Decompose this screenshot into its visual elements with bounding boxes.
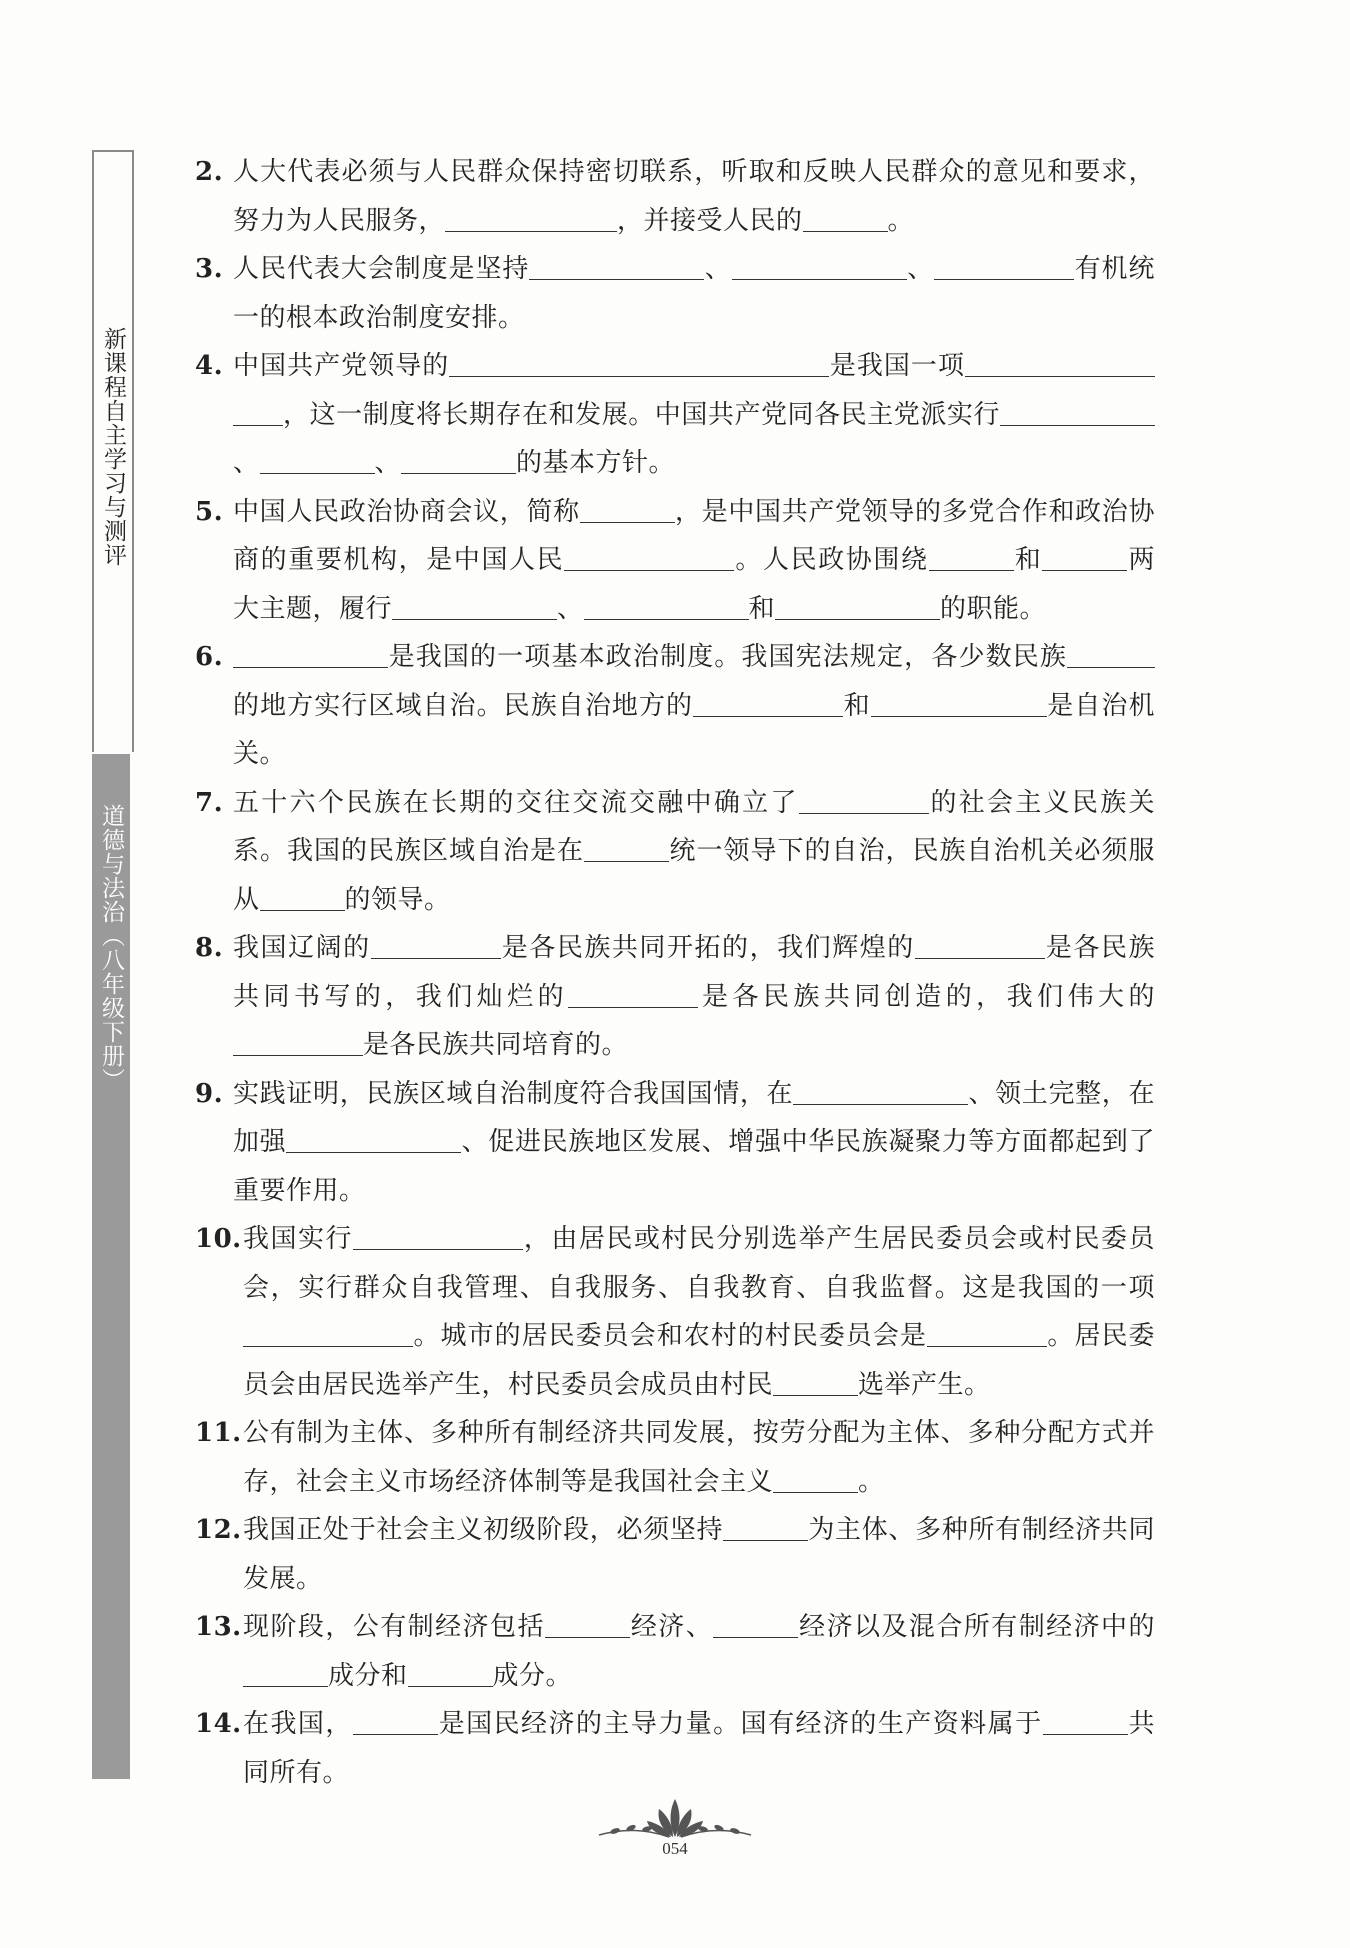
question-item: [195, 1215, 1155, 1409]
question-text: 统一领导下的自治，民族自治机关必须服从: [233, 836, 1155, 915]
page-number: 054: [662, 1839, 688, 1858]
question-text: 成分和: [328, 1660, 408, 1691]
question-item: [195, 1603, 1155, 1700]
answer-blank[interactable]: [1000, 401, 1105, 426]
answer-blank[interactable]: [965, 352, 1155, 377]
question-text: 。居民委员会由居民选举产生，村民委员会成员由村民: [243, 1321, 1155, 1400]
question-text: 人大代表必须与人民群众保持密切联系，听取和反映人民群众的意见和要求，努力为人民服务，: [233, 157, 1155, 236]
answer-blank[interactable]: [233, 643, 388, 668]
answer-blank[interactable]: [959, 692, 1047, 717]
answer-blank[interactable]: [1042, 546, 1127, 571]
question-text: 我国实行: [243, 1224, 353, 1254]
question-text: 成分。: [492, 1660, 573, 1691]
question-text: 我国正处于社会主义初级阶段，必须坚持: [243, 1515, 724, 1545]
question-text: 和: [843, 690, 871, 721]
question-text: 、: [233, 448, 260, 478]
question-text: 两大主题，履行: [233, 545, 1155, 624]
question-text: 是我国一项: [829, 351, 965, 381]
question-item: [195, 633, 1155, 779]
answer-blank[interactable]: [260, 886, 345, 911]
question-number: 8.: [195, 933, 224, 963]
question-text: 是我国的一项基本政治制度。我国宪法规定，各少数民族: [388, 642, 1067, 672]
answer-blank[interactable]: [529, 255, 704, 280]
question-text: 现阶段，公有制经济包括: [243, 1612, 545, 1642]
answer-blank[interactable]: [584, 595, 749, 620]
question-text: 。城市的居民委员会和农村的村民委员会是: [413, 1321, 927, 1351]
answer-blank[interactable]: [1105, 401, 1155, 426]
question-text: 是各民族共同书写的，我们灿烂的: [233, 933, 1155, 1012]
answer-blank[interactable]: [233, 1031, 363, 1056]
question-text: 、: [704, 254, 732, 284]
answer-blank[interactable]: [353, 1710, 438, 1735]
question-item: [195, 1409, 1155, 1506]
question-text: 选举产生。: [858, 1369, 991, 1400]
answer-blank[interactable]: [793, 1080, 968, 1105]
question-text: 的基本方针。: [516, 448, 676, 478]
question-item: [195, 779, 1155, 925]
question-text: 我国辽阔的: [233, 933, 371, 963]
answer-blank[interactable]: [803, 207, 888, 232]
question-text: 有机统一的根本政治制度安排。: [233, 254, 1155, 333]
question-number: 2.: [195, 157, 224, 187]
answer-blank[interactable]: [723, 1516, 808, 1541]
answer-blank[interactable]: [584, 837, 669, 862]
question-text: 的社会主义民族关系。我国的民族区域自治是在: [233, 787, 1155, 866]
question-text: 为主体、多种所有制经济共同发展。: [243, 1515, 1155, 1594]
series-title: 新课程自主学习与测评: [100, 327, 126, 567]
answer-blank[interactable]: [545, 1613, 630, 1638]
question-text: 和: [748, 593, 776, 624]
question-number: 14.: [195, 1709, 242, 1739]
answer-blank[interactable]: [693, 692, 843, 717]
question-text: 。: [858, 1466, 885, 1497]
answer-blank[interactable]: [799, 789, 929, 814]
question-item: [195, 1070, 1155, 1216]
question-text: 、: [906, 254, 935, 284]
sidebar-series-tab: [92, 150, 134, 752]
question-number: 4.: [195, 351, 224, 381]
question-list: [195, 148, 1155, 1797]
sidebar-subject-tab: [92, 754, 130, 1779]
question-number: 5.: [195, 496, 224, 527]
question-text: 。人民政协围绕: [734, 545, 929, 575]
question-text: ，这一制度将长期存在和发展。中国共产党同各民主党派实行: [283, 399, 1000, 430]
answer-blank[interactable]: [568, 983, 698, 1008]
question-text: 人民代表大会制度是坚持: [233, 254, 530, 284]
answer-blank[interactable]: [564, 546, 734, 571]
answer-blank[interactable]: [353, 1225, 523, 1250]
question-item: [195, 1700, 1155, 1797]
answer-blank[interactable]: [233, 401, 283, 426]
answer-blank[interactable]: [449, 352, 829, 377]
question-text: ，由居民或村民分别选举产生居民委员会或村民委员会，实行群众自我管理、自我服务、自我教育、自我监督。这是我国的一项: [243, 1224, 1155, 1303]
question-item: [195, 342, 1155, 488]
answer-blank[interactable]: [408, 1662, 493, 1687]
question-number: 10.: [195, 1224, 242, 1254]
question-text: ，并接受人民的: [617, 205, 803, 236]
question-text: 中国共产党领导的: [233, 351, 450, 381]
question-text: 公有制为主体、多种所有制经济共同发展，按劳分配为主体、多种分配方式并存，社会主义市场经济体制等是我国社会主义: [243, 1418, 1155, 1497]
answer-blank[interactable]: [392, 595, 557, 620]
question-text: 、领土完整，在加强: [233, 1078, 1155, 1157]
question-item: [195, 924, 1155, 1070]
answer-blank[interactable]: [401, 449, 516, 474]
answer-blank[interactable]: [371, 934, 501, 959]
answer-blank[interactable]: [732, 255, 907, 280]
question-text: 共同所有。: [243, 1709, 1155, 1788]
question-number: 3.: [195, 254, 224, 284]
question-text: 经济、: [629, 1612, 714, 1642]
question-number: 13.: [195, 1612, 242, 1642]
question-text: 经济以及混合所有制经济中的: [798, 1612, 1155, 1642]
question-text: 是自治机关。: [233, 690, 1155, 769]
question-text: 五十六个民族在长期的交往交流交融中确立了: [233, 787, 799, 818]
question-text: 的领导。: [344, 884, 451, 915]
question-text: 的职能。: [940, 593, 1047, 624]
answer-blank[interactable]: [243, 1322, 413, 1347]
question-text: 实践证明，民族区域自治制度符合我国国情，在: [233, 1078, 794, 1109]
question-item: [195, 245, 1155, 342]
question-number: 9.: [195, 1078, 224, 1109]
question-text: 。: [887, 205, 915, 236]
answer-blank[interactable]: [260, 449, 375, 474]
answer-blank[interactable]: [580, 498, 675, 523]
answer-blank[interactable]: [775, 595, 940, 620]
question-text: 在我国，: [243, 1709, 353, 1739]
answer-blank[interactable]: [243, 1662, 328, 1687]
page-footer: [595, 1795, 755, 1859]
question-number: 6.: [195, 642, 224, 672]
answer-blank[interactable]: [713, 1613, 798, 1638]
question-text: 是各民族共同培育的。: [363, 1030, 629, 1060]
question-item: [195, 148, 1155, 245]
question-number: 7.: [195, 787, 224, 818]
answer-blank[interactable]: [445, 207, 617, 232]
answer-blank[interactable]: [286, 1128, 461, 1153]
question-text: 、促进民族地区发展、增强中华民族凝聚力等方面都起到了重要作用。: [233, 1127, 1155, 1206]
question-text: 、: [374, 448, 402, 478]
answer-blank[interactable]: [871, 692, 959, 717]
subject-title: 道德与法治（八年级下册）: [98, 804, 124, 1092]
question-text: 和: [1013, 545, 1043, 575]
question-item: [195, 1506, 1155, 1603]
answer-blank[interactable]: [773, 1468, 858, 1493]
question-text: 是各民族共同开拓的，我们辉煌的: [500, 933, 915, 963]
answer-blank[interactable]: [1043, 1710, 1128, 1735]
question-text: 中国人民政治协商会议，简称: [233, 496, 580, 527]
question-item: [195, 488, 1155, 634]
answer-blank[interactable]: [915, 934, 1045, 959]
question-text: 是国民经济的主导力量。国有经济的生产资料属于: [437, 1709, 1043, 1739]
question-text: ，是中国共产党领导的多党合作和政治协商的重要机构，是中国人民: [233, 496, 1155, 575]
answer-blank[interactable]: [927, 1322, 1047, 1347]
question-text: 、: [557, 593, 584, 624]
answer-blank[interactable]: [1067, 643, 1155, 668]
answer-blank[interactable]: [929, 546, 1014, 571]
question-text: 的地方实行区域自治。民族自治地方的: [233, 690, 694, 721]
answer-blank[interactable]: [934, 255, 1074, 280]
question-number: 12.: [195, 1515, 242, 1545]
leaf-ornament-icon: [595, 1795, 755, 1841]
question-text: 是各民族共同创造的，我们伟大的: [698, 981, 1155, 1012]
answer-blank[interactable]: [773, 1371, 858, 1396]
question-number: 11.: [195, 1418, 242, 1448]
